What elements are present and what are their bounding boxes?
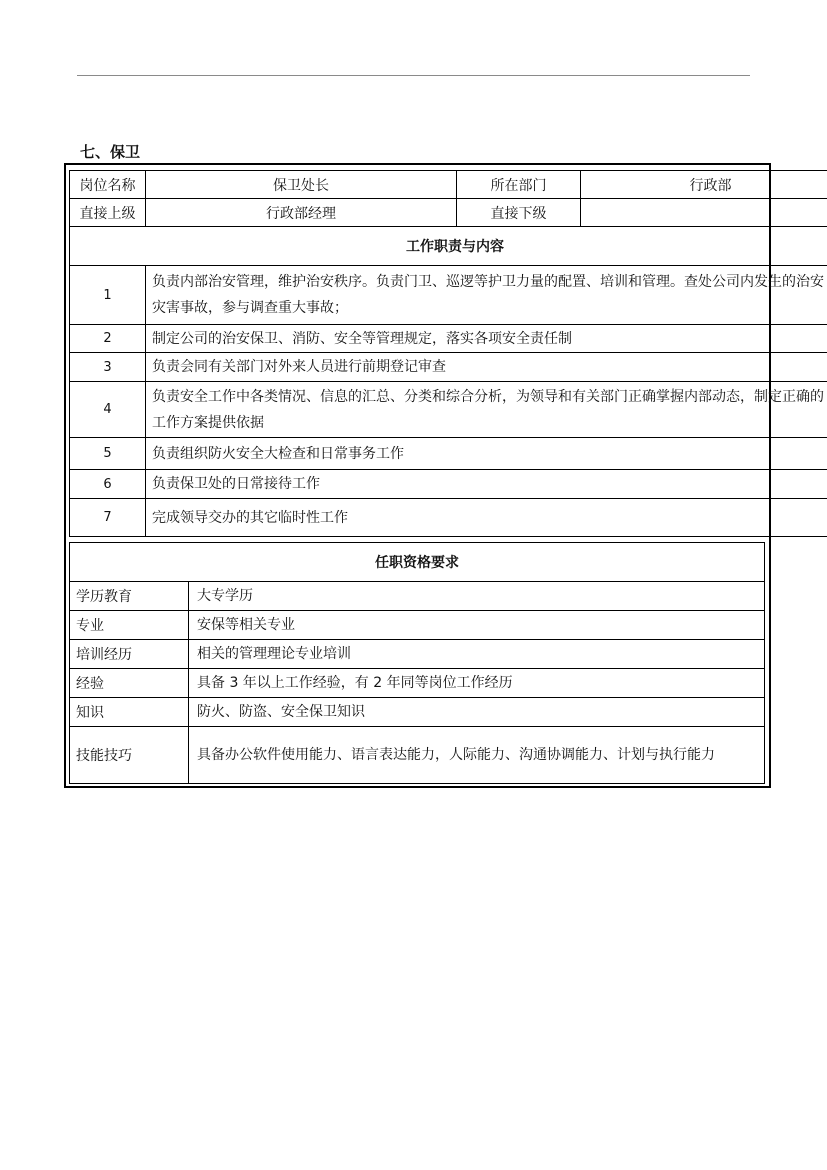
qualification-value: 安保等相关专业: [189, 611, 765, 640]
duty-row: [70, 438, 827, 470]
superior-row: [70, 199, 827, 227]
qualification-value: 防火、防盗、安全保卫知识: [189, 698, 765, 727]
qualification-label: 知识: [70, 698, 189, 727]
qualification-row: [70, 698, 765, 727]
subordinate-value: [581, 199, 827, 227]
position-label: 岗位名称: [70, 171, 146, 199]
qualification-label: 技能技巧: [70, 727, 189, 784]
qualification-row: [70, 611, 765, 640]
duty-number: 6: [70, 470, 146, 499]
duty-text: 负责组织防火安全大检查和日常事务工作: [146, 438, 827, 470]
duty-row: [70, 382, 827, 438]
qualification-label: 学历教育: [70, 582, 189, 611]
duty-text: 完成领导交办的其它临时性工作: [146, 499, 827, 537]
qualification-label: 经验: [70, 669, 189, 698]
duty-text: 负责会同有关部门对外来人员进行前期登记审查: [146, 353, 827, 382]
qualification-value: 大专学历: [189, 582, 765, 611]
duty-text: 负责保卫处的日常接待工作: [146, 470, 827, 499]
qualification-value: 相关的管理理论专业培训: [189, 640, 765, 669]
duty-text: 负责安全工作中各类情况、信息的汇总、分类和综合分析，为领导和有关部门正确掌握内部动态，制定正确的工作方案提供依据: [146, 382, 827, 438]
superior-value: 行政部经理: [146, 199, 457, 227]
duty-number: 4: [70, 382, 146, 438]
duties-heading: 工作职责与内容: [70, 227, 827, 266]
duty-row: [70, 470, 827, 499]
qualifications-heading: 任职资格要求: [70, 543, 765, 582]
duty-row: [70, 499, 827, 537]
department-value: 行政部: [581, 171, 827, 199]
position-value: 保卫处长: [146, 171, 457, 199]
qualifications-table: [69, 542, 765, 784]
duty-row: [70, 266, 827, 325]
duties-table: [69, 170, 827, 537]
duty-row: [70, 325, 827, 353]
qualification-row: [70, 640, 765, 669]
section-title: 七、保卫: [80, 143, 141, 161]
subordinate-label: 直接下级: [457, 199, 581, 227]
qualification-label: 培训经历: [70, 640, 189, 669]
qualification-row: [70, 727, 765, 784]
duties-heading-row: [70, 227, 827, 266]
qualification-label: 专业: [70, 611, 189, 640]
position-row: [70, 171, 827, 199]
qualification-value: 具备 3 年以上工作经验，有 2 年同等岗位工作经历: [189, 669, 765, 698]
duty-number: 1: [70, 266, 146, 325]
duty-row: [70, 353, 827, 382]
header-rule: [77, 75, 750, 76]
qualification-value: 具备办公软件使用能力、语言表达能力，人际能力、沟通协调能力、计划与执行能力: [189, 727, 765, 784]
qualification-row: [70, 669, 765, 698]
duty-number: 5: [70, 438, 146, 470]
duty-text: 负责内部治安管理，维护治安秩序。负责门卫、巡逻等护卫力量的配置、培训和管理。查处公司内发生的治安灾害事故，参与调查重大事故；: [146, 266, 827, 325]
duty-text: 制定公司的治安保卫、消防、安全等管理规定，落实各项安全责任制: [146, 325, 827, 353]
duty-number: 7: [70, 499, 146, 537]
superior-label: 直接上级: [70, 199, 146, 227]
department-label: 所在部门: [457, 171, 581, 199]
duty-number: 2: [70, 325, 146, 353]
qualification-row: [70, 582, 765, 611]
duty-number: 3: [70, 353, 146, 382]
qualifications-heading-row: [70, 543, 765, 582]
